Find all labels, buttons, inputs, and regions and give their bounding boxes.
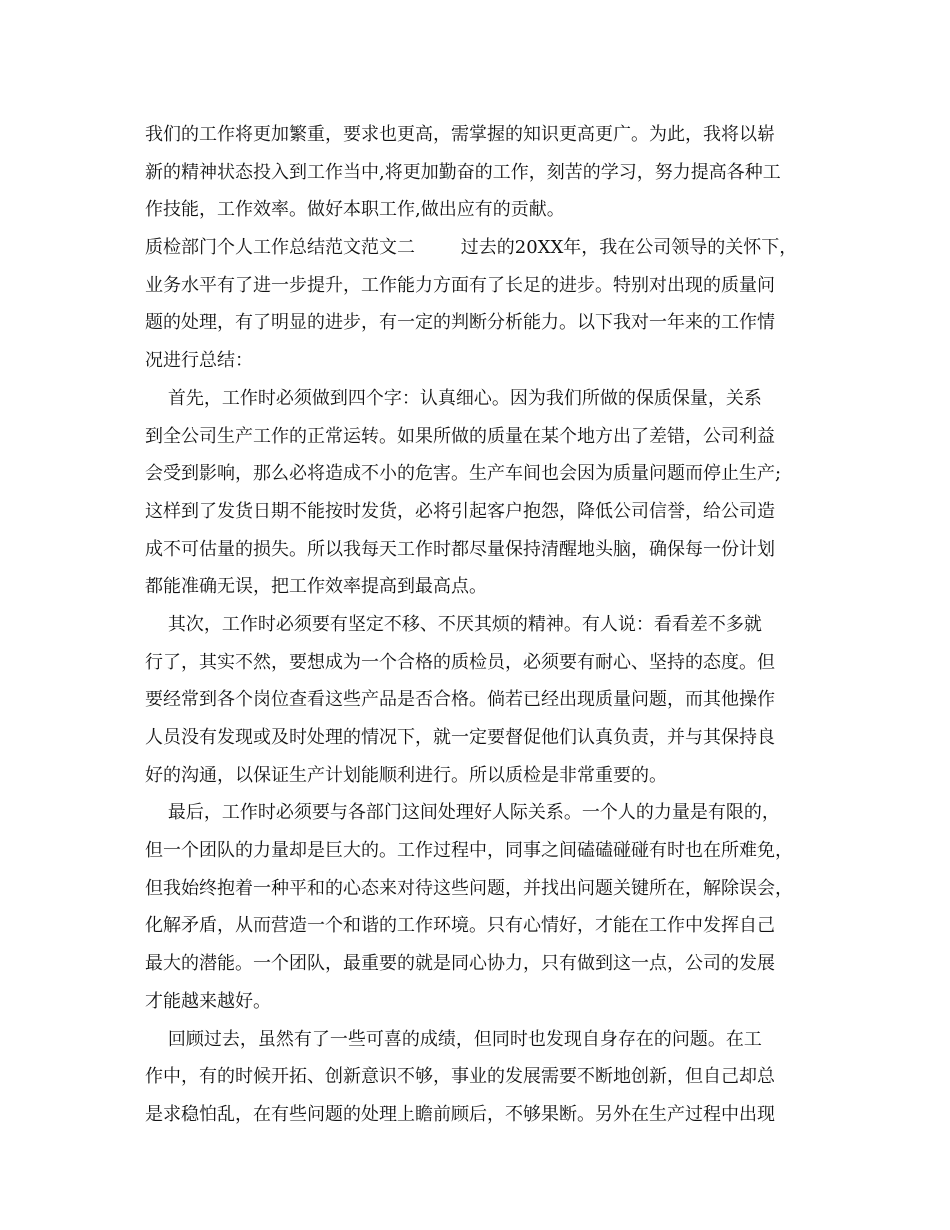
text-line: 是求稳怕乱，在有些问题的处理上瞻前顾后，不够果断。另外在生产过程中出现 — [145, 1103, 775, 1125]
text-line: 才能越来越好。 — [145, 990, 271, 1012]
text-line: 题的处理，有了明显的进步，有一定的判断分析能力。以下我对一年来的工作情 — [145, 312, 775, 334]
text-line: 都能准确无误，把工作效率提高到最高点。 — [145, 576, 487, 598]
text-line: 新的精神状态投入到工作当中,将更加勤奋的工作，刻苦的学习，努力提高各种工 — [145, 161, 781, 183]
text-line: 但我始终抱着一种平和的心态来对待这些问题，并找出问题关键所在，解除误会， — [145, 877, 793, 899]
text-line: 但一个团队的力量却是巨大的。工作过程中，同事之间磕磕碰碰有时也在所难免， — [145, 840, 793, 862]
text-line: 况进行总结： — [145, 350, 253, 372]
text-line: 会受到影响，那么必将造成不小的危害。生产车间也会因为质量问题而停止生产; — [145, 463, 782, 485]
text-line: 作技能，工作效率。做好本职工作,做出应有的贡献。 — [145, 199, 565, 221]
text-line: 作中，有的时候开拓、创新意识不够，事业的发展需要不断地创新，但自己却总 — [145, 1066, 775, 1088]
text-line: 化解矛盾，从而营造一个和谐的工作环境。只有心情好，才能在工作中发挥自己 — [145, 915, 775, 937]
text-line: 业务水平有了进一步提升，工作能力方面有了长足的进步。特别对出现的质量问 — [145, 274, 775, 296]
text-line: 回顾过去，虽然有了一些可喜的成绩，但同时也发现自身存在的问题。在工 — [145, 1028, 762, 1050]
text-line: 人员没有发现或及时处理的情况下，就一定要督促他们认真负责，并与其保持良 — [145, 727, 775, 748]
text-line: 首先，工作时必须做到四个字：认真细心。因为我们所做的保质保量，关系 — [145, 387, 762, 409]
text-line: 要经常到各个岗位查看这些产品是否合格。倘若已经出现质量问题，而其他操作 — [145, 689, 775, 711]
document-body-text — [145, 116, 810, 1134]
text-line: 成不可估量的损失。所以我每天工作时都尽量保持清醒地头脑，确保每一份计划 — [145, 538, 775, 560]
text-line: 我们的工作将更加繁重，要求也更高，需掌握的知识更高更广。为此，我将以崭 — [145, 124, 775, 145]
section-heading-line: 质检部门个人工作总结范文范文二 过去的20XX年，我在公司领导的关怀下， — [145, 237, 798, 259]
text-line: 到全公司生产工作的正常运转。如果所做的质量在某个地方出了差错，公司利益 — [145, 425, 775, 447]
text-line: 这样到了发货日期不能按时发货，必将引起客户抱怨，降低公司信誉，给公司造 — [145, 500, 775, 522]
text-line: 最后，工作时必须要与各部门这间处理好人际关系。一个人的力量是有限的， — [145, 802, 780, 824]
text-line: 行了，其实不然，要想成为一个合格的质检员，必须要有耐心、坚持的态度。但 — [145, 651, 775, 673]
text-line: 其次，工作时必须要有坚定不移、不厌其烦的精神。有人说：看看差不多就 — [145, 613, 762, 635]
text-line: 最大的潜能。一个团队，最重要的就是同心协力，只有做到这一点，公司的发展 — [145, 953, 775, 975]
text-line: 好的沟通，以保证生产计划能顺利进行。所以质检是非常重要的。 — [145, 764, 667, 786]
